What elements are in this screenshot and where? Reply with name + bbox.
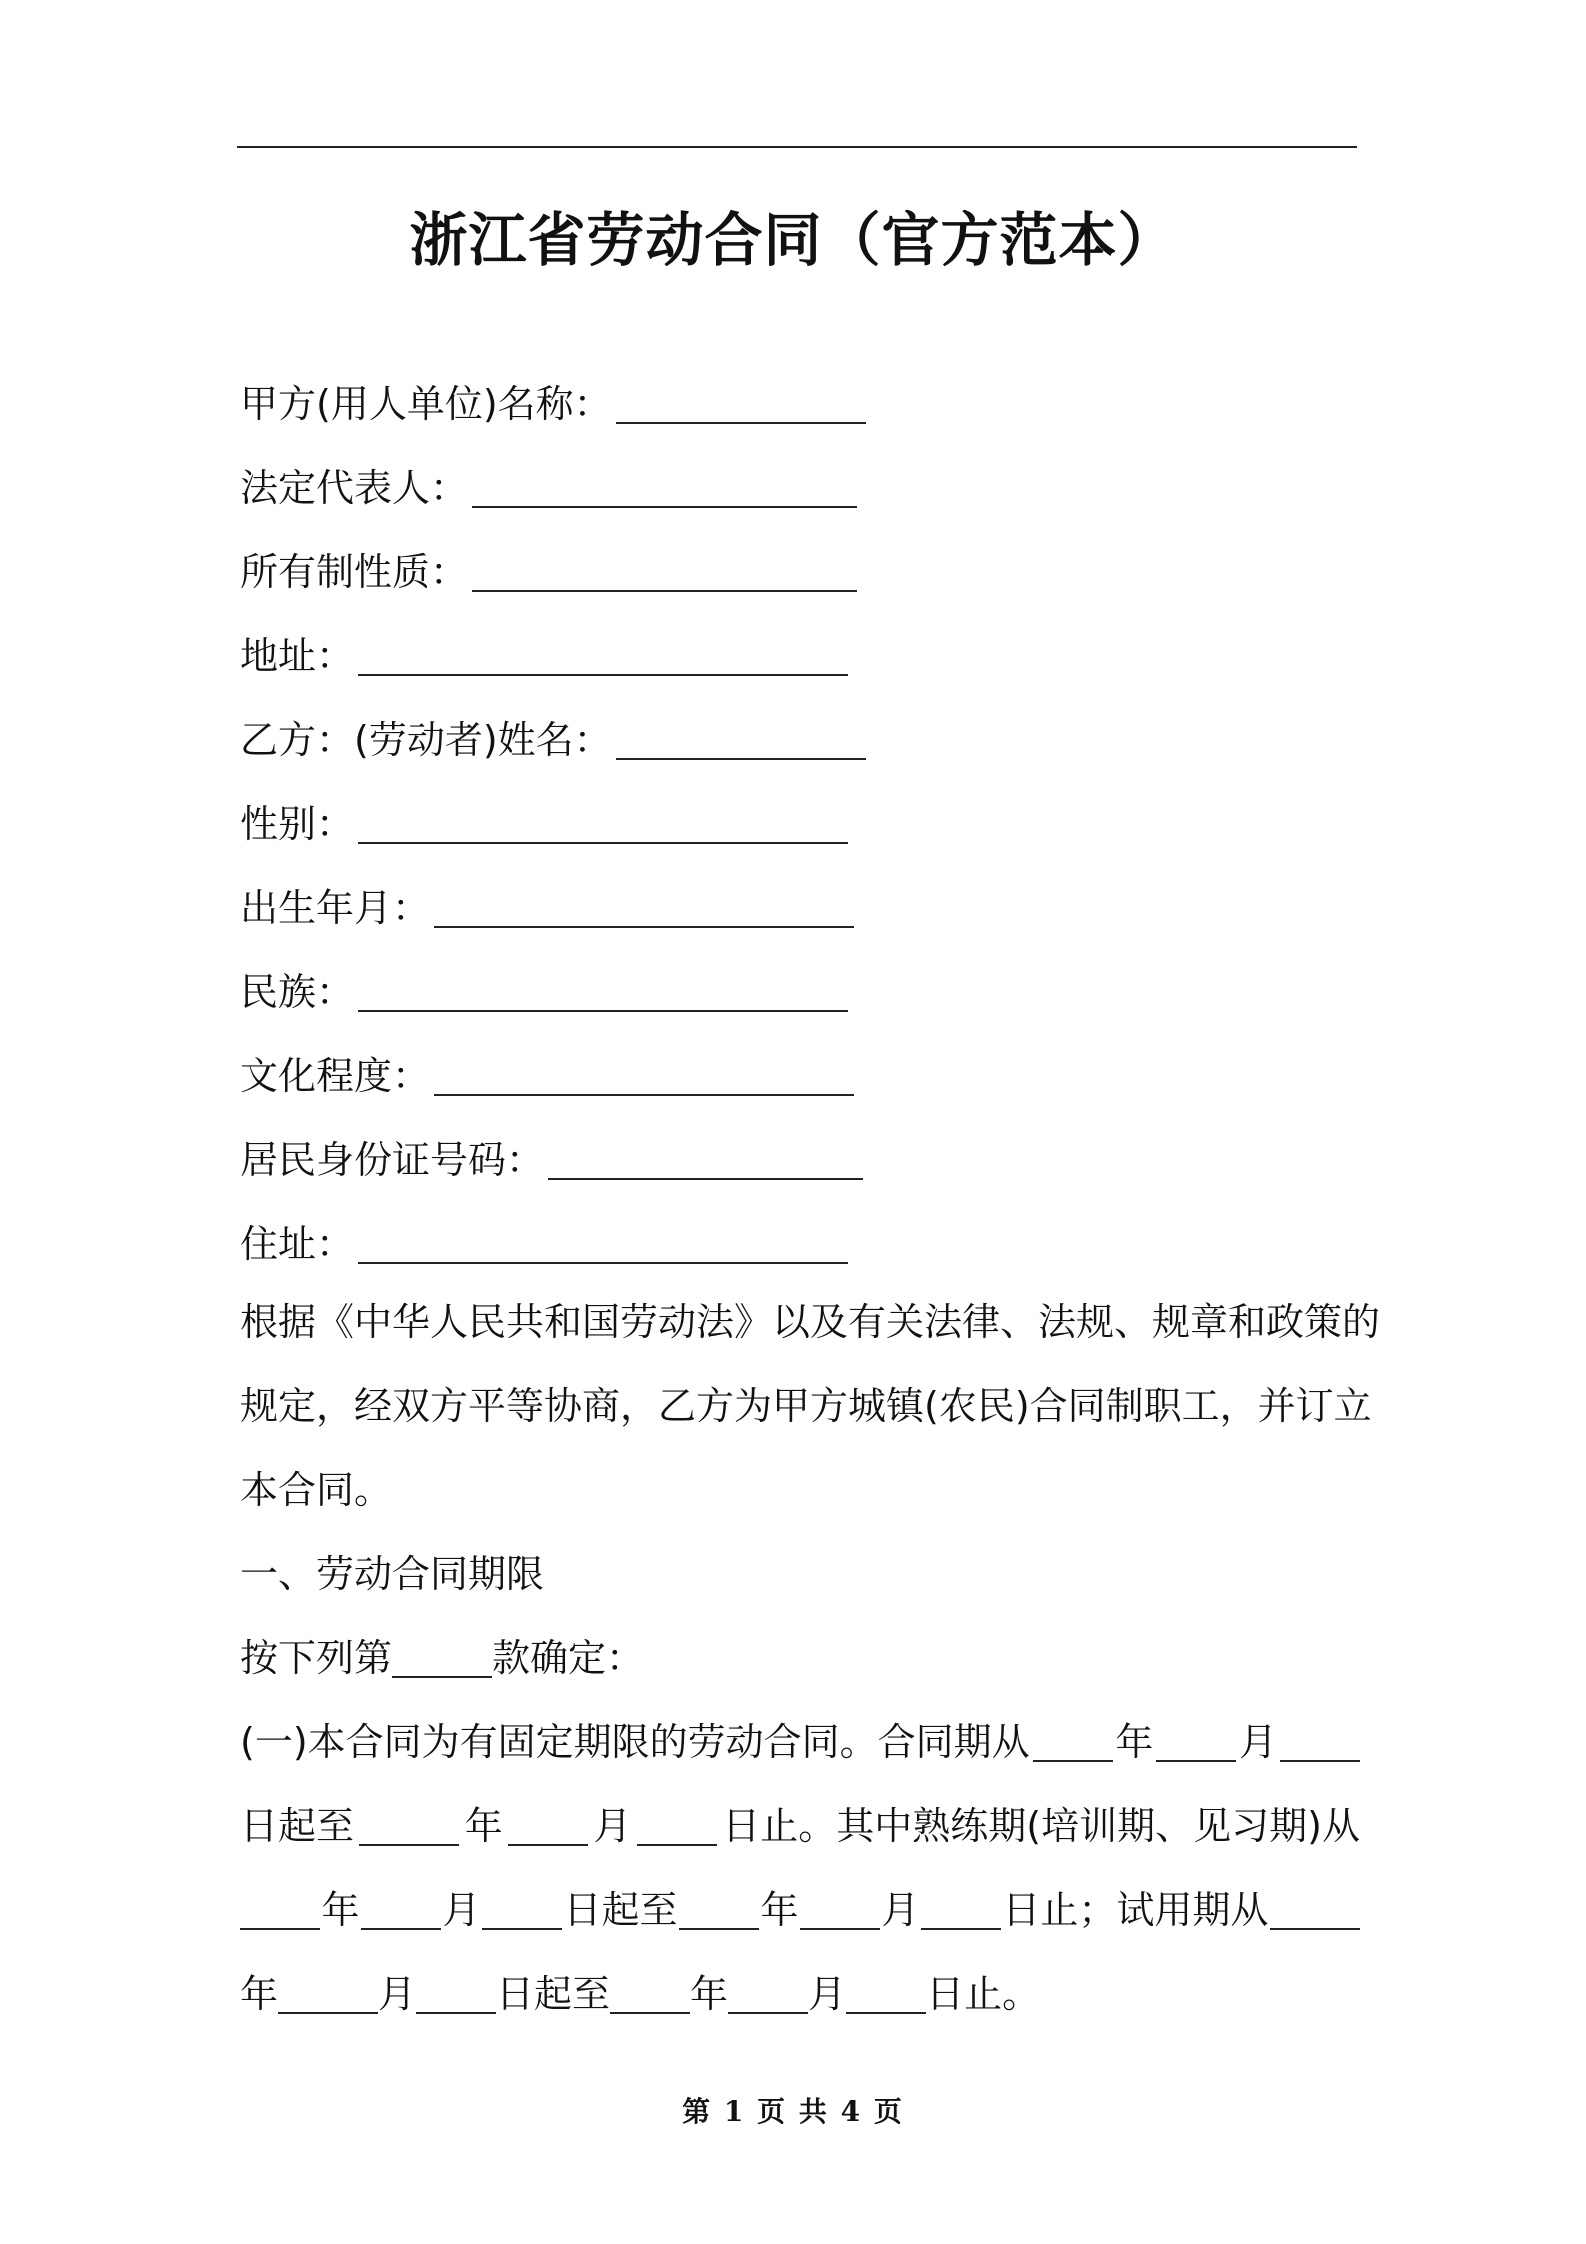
clause-text: 款确定： xyxy=(492,1636,645,1680)
fill-blank[interactable] xyxy=(472,456,857,508)
field-label: 性别： xyxy=(240,802,355,846)
field-residence xyxy=(240,1212,866,1296)
year-label: 年 xyxy=(690,1972,729,2016)
day-blank[interactable] xyxy=(482,1878,562,1930)
month-label: 月 xyxy=(881,1888,920,1932)
field-label: 甲方(用人单位)名称： xyxy=(240,382,612,426)
preamble-line xyxy=(240,1290,1381,1374)
fill-blank[interactable] xyxy=(472,540,857,592)
clause-select-line xyxy=(240,1626,1360,1710)
field-education xyxy=(240,1044,866,1128)
month-label: 月 xyxy=(808,1972,847,2016)
clause-number-blank[interactable] xyxy=(392,1626,492,1678)
year-label: 年 xyxy=(240,1972,279,2016)
year-label: 年 xyxy=(464,1804,503,1848)
fill-blank[interactable] xyxy=(616,372,866,424)
fill-blank[interactable] xyxy=(434,876,854,928)
fill-blank[interactable] xyxy=(358,960,848,1012)
field-ethnicity xyxy=(240,960,866,1044)
field-label: 乙方：(劳动者)姓名： xyxy=(240,718,612,762)
preamble-line xyxy=(240,1374,1372,1458)
day-blank[interactable] xyxy=(1280,1710,1360,1762)
field-label: 地址： xyxy=(240,634,355,678)
fill-blank[interactable] xyxy=(434,1044,854,1096)
clause-text: 日止；试用期从 xyxy=(1002,1888,1269,1932)
clause-line xyxy=(240,1710,1360,1794)
month-blank[interactable] xyxy=(728,1962,808,2014)
field-label: 所有制性质： xyxy=(240,550,469,594)
month-label: 月 xyxy=(593,1804,632,1848)
year-label: 年 xyxy=(1115,1720,1154,1764)
field-employee-name xyxy=(240,708,866,792)
year-blank[interactable] xyxy=(359,1794,459,1846)
field-id-number xyxy=(240,1128,866,1212)
field-label: 民族： xyxy=(240,970,355,1014)
section-heading xyxy=(240,1542,1360,1626)
preamble-line xyxy=(240,1458,1360,1542)
clause-text: 按下列第 xyxy=(240,1636,393,1680)
year-blank[interactable] xyxy=(240,1878,320,1930)
fill-blank[interactable] xyxy=(548,1128,863,1180)
field-employer-name xyxy=(240,372,866,456)
clause-line xyxy=(240,1878,1360,1962)
fill-blank[interactable] xyxy=(358,792,848,844)
field-label: 住址： xyxy=(240,1222,355,1266)
clause-text: 日止。其中熟练期(培训期、见习期)从 xyxy=(722,1804,1360,1848)
clause-text: 日止。 xyxy=(926,1972,1041,2016)
month-blank[interactable] xyxy=(508,1794,588,1846)
field-legal-representative xyxy=(240,456,866,540)
clause-line xyxy=(240,1962,1360,2046)
month-blank[interactable] xyxy=(278,1962,378,2014)
month-label: 月 xyxy=(442,1888,481,1932)
clause-line xyxy=(240,1794,1360,1878)
field-label: 法定代表人： xyxy=(240,466,469,510)
month-blank[interactable] xyxy=(361,1878,441,1930)
month-label: 月 xyxy=(378,1972,417,2016)
month-blank[interactable] xyxy=(800,1878,880,1930)
day-blank[interactable] xyxy=(637,1794,717,1846)
year-label: 年 xyxy=(760,1888,799,1932)
header-rule xyxy=(237,146,1357,148)
year-label: 年 xyxy=(321,1888,360,1932)
field-label: 居民身份证号码： xyxy=(240,1138,545,1182)
party-info-fields xyxy=(240,372,866,1296)
field-label: 文化程度： xyxy=(240,1054,431,1098)
year-blank[interactable] xyxy=(610,1962,690,2014)
year-blank[interactable] xyxy=(1033,1710,1113,1762)
day-blank[interactable] xyxy=(416,1962,496,2014)
month-blank[interactable] xyxy=(1156,1710,1236,1762)
field-label: 出生年月： xyxy=(240,886,431,930)
fill-blank[interactable] xyxy=(616,708,866,760)
preamble-text: 规定，经双方平等协商，乙方为甲方城镇(农民)合同制职工，并订立 xyxy=(240,1384,1372,1428)
preamble-text: 本合同。 xyxy=(240,1468,393,1512)
year-blank[interactable] xyxy=(679,1878,759,1930)
fill-blank[interactable] xyxy=(358,1212,848,1264)
clause-text: 日起至 xyxy=(496,1972,611,2016)
fill-blank[interactable] xyxy=(358,624,848,676)
field-employer-address xyxy=(240,624,866,708)
preamble-text: 根据《中华人民共和国劳动法》以及有关法律、法规、规章和政策的 xyxy=(240,1300,1381,1344)
field-birth-date xyxy=(240,876,866,960)
section-heading-text: 一、劳动合同期限 xyxy=(240,1552,545,1596)
field-gender xyxy=(240,792,866,876)
clause-text: (一)本合同为有固定期限的劳动合同。合同期从 xyxy=(240,1720,1030,1764)
day-blank[interactable] xyxy=(846,1962,926,2014)
contract-body xyxy=(240,1290,1381,2046)
clause-text: 日起至 xyxy=(240,1804,355,1848)
day-blank[interactable] xyxy=(921,1878,1001,1930)
document-title: 浙江省劳动合同（官方范本） xyxy=(409,206,1177,274)
field-ownership-type xyxy=(240,540,866,624)
month-label: 月 xyxy=(1239,1720,1278,1764)
page-number: 第 1 页 共 4 页 xyxy=(682,2095,904,2128)
year-blank[interactable] xyxy=(1270,1878,1360,1930)
clause-text: 日起至 xyxy=(563,1888,678,1932)
